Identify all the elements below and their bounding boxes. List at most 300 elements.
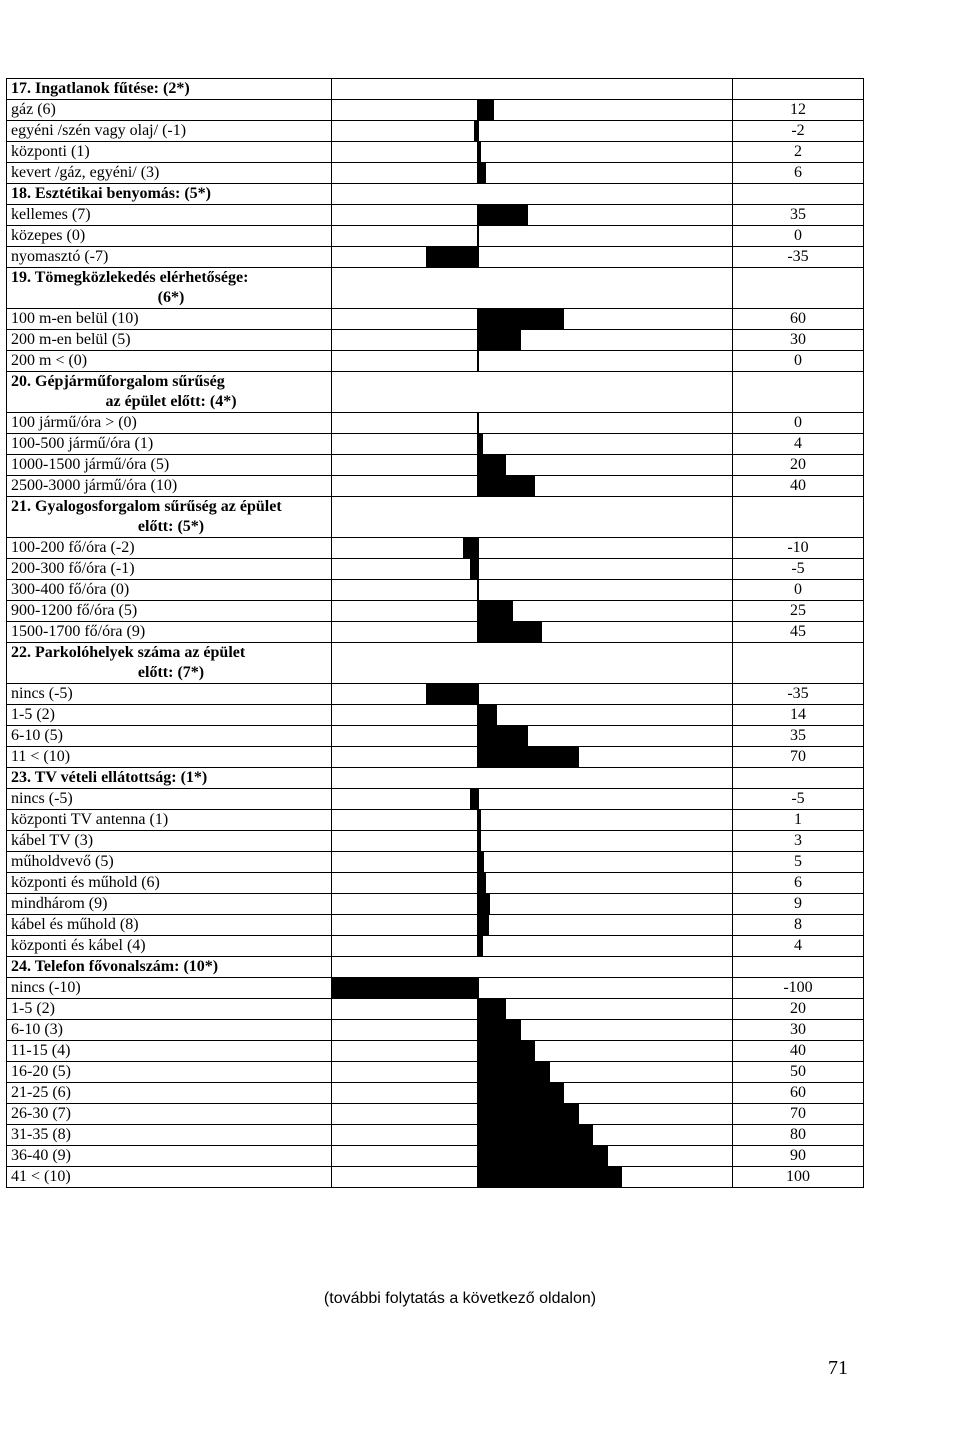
- section-title: [7, 957, 332, 978]
- bar-cell: [332, 434, 733, 455]
- score-bar: [477, 309, 564, 329]
- table-row: [7, 873, 864, 894]
- score-value: 0: [733, 413, 864, 434]
- label-text: 2500-3000 jármű/óra (10): [11, 477, 178, 494]
- page-number: 71: [828, 1357, 848, 1379]
- zero-axis: [477, 413, 479, 433]
- label-text: mindhárom (9): [11, 895, 108, 912]
- table-row: [7, 810, 864, 831]
- option-label: [7, 789, 332, 810]
- label-text: egyéni /szén vagy olaj/ (-1): [11, 122, 187, 139]
- score-bar: [477, 936, 483, 956]
- score-bar: [477, 1125, 593, 1145]
- table-row: [7, 476, 864, 497]
- table-row: [7, 1125, 864, 1146]
- section-title: [7, 643, 332, 684]
- score-value: [733, 768, 864, 789]
- score-bar: [477, 810, 481, 830]
- bar-cell: [332, 601, 733, 622]
- score-bar: [477, 894, 490, 914]
- bar-cell: [332, 831, 733, 852]
- option-label: [7, 915, 332, 936]
- score-value: 9: [733, 894, 864, 915]
- option-label: [7, 601, 332, 622]
- score-bar: [477, 726, 528, 746]
- bar-cell: [332, 1146, 733, 1167]
- label-text: 1000-1500 jármű/óra (5): [11, 456, 170, 473]
- score-value: 4: [733, 936, 864, 957]
- option-label: [7, 226, 332, 247]
- label-text: 36-40 (9): [11, 1147, 71, 1164]
- score-value: 80: [733, 1125, 864, 1146]
- option-label: [7, 330, 332, 351]
- score-value: 30: [733, 1020, 864, 1041]
- option-label: [7, 121, 332, 142]
- option-label: [7, 1167, 332, 1188]
- score-value: 12: [733, 100, 864, 121]
- option-label: [7, 622, 332, 643]
- label-text: 18. Esztétikai benyomás: (5*): [11, 185, 211, 202]
- bar-cell: [332, 372, 733, 413]
- table-row: [7, 330, 864, 351]
- option-label: [7, 1146, 332, 1167]
- score-value: 20: [733, 999, 864, 1020]
- score-value: 70: [733, 747, 864, 768]
- option-label: [7, 413, 332, 434]
- bar-cell: [332, 538, 733, 559]
- label-text: 1-5 (2): [11, 1000, 55, 1017]
- zero-axis: [477, 538, 479, 558]
- table-row: [7, 1041, 864, 1062]
- bar-cell: [332, 142, 733, 163]
- score-bar: [463, 538, 478, 558]
- bar-cell: [332, 309, 733, 330]
- table-row: [7, 351, 864, 372]
- bar-cell: [332, 643, 733, 684]
- bar-cell: [332, 226, 733, 247]
- bar-cell: [332, 580, 733, 601]
- table-row: [7, 622, 864, 643]
- option-label: [7, 1041, 332, 1062]
- score-value: -35: [733, 247, 864, 268]
- table-row: [7, 705, 864, 726]
- score-bar: [477, 142, 481, 162]
- table-row: [7, 205, 864, 226]
- score-value: 40: [733, 1041, 864, 1062]
- score-value: [733, 497, 864, 538]
- bar-cell: [332, 121, 733, 142]
- label-text: 200 m < (0): [11, 352, 88, 369]
- label-text: 23. TV vételi ellátottság: (1*): [11, 769, 208, 786]
- option-label: [7, 810, 332, 831]
- option-label: [7, 936, 332, 957]
- zero-axis: [477, 580, 479, 600]
- section-header-row: [7, 643, 864, 684]
- table-row: [7, 121, 864, 142]
- label-text: 16-20 (5): [11, 1063, 71, 1080]
- label-text: 41 < (10): [11, 1168, 71, 1185]
- section-header-row: [7, 184, 864, 205]
- zero-axis: [477, 226, 479, 246]
- bar-cell: [332, 1167, 733, 1188]
- label-text: 11-15 (4): [11, 1042, 71, 1059]
- score-value: 8: [733, 915, 864, 936]
- bar-cell: [332, 79, 733, 100]
- zero-axis: [477, 351, 479, 371]
- option-label: [7, 705, 332, 726]
- score-bar: [477, 601, 513, 621]
- score-value: 14: [733, 705, 864, 726]
- option-label: [7, 434, 332, 455]
- label-text: 22. Parkolóhelyek száma az épület: [11, 644, 246, 661]
- score-value: 2: [733, 142, 864, 163]
- score-bar: [477, 1041, 535, 1061]
- label-text: 19. Tömegközlekedés elérhetősége:: [11, 269, 249, 286]
- score-value: [733, 372, 864, 413]
- bar-cell: [332, 705, 733, 726]
- option-label: [7, 142, 332, 163]
- score-bar: [470, 789, 477, 809]
- label-text: kellemes (7): [11, 206, 91, 223]
- table-row: [7, 247, 864, 268]
- bar-cell: [332, 497, 733, 538]
- score-bar: [332, 978, 477, 998]
- bar-cell: [332, 852, 733, 873]
- bar-cell: [332, 163, 733, 184]
- label-text: 200-300 fő/óra (-1): [11, 560, 135, 577]
- label-text: 200 m-en belül (5): [11, 331, 131, 348]
- section-header-row: [7, 768, 864, 789]
- table-row: [7, 684, 864, 705]
- table-body: [7, 79, 864, 1188]
- bar-cell: [332, 1062, 733, 1083]
- score-bar: [477, 1083, 564, 1103]
- bar-cell: [332, 351, 733, 372]
- bar-cell: [332, 559, 733, 580]
- label-text: közepes (0): [11, 227, 86, 244]
- option-label: [7, 205, 332, 226]
- section-header-row: [7, 957, 864, 978]
- table-row: [7, 580, 864, 601]
- score-value: 40: [733, 476, 864, 497]
- label-text: 100 m-en belül (10): [11, 310, 139, 327]
- section-title: [7, 268, 332, 309]
- table-row: [7, 978, 864, 999]
- score-bar: [477, 1020, 521, 1040]
- table-row: [7, 163, 864, 184]
- score-value: 0: [733, 226, 864, 247]
- table-row: [7, 999, 864, 1020]
- label-text: központi (1): [11, 143, 90, 160]
- option-label: [7, 559, 332, 580]
- section-title: [7, 372, 332, 413]
- label-text: 1500-1700 fő/óra (9): [11, 623, 146, 640]
- bar-cell: [332, 747, 733, 768]
- score-bar: [477, 1062, 550, 1082]
- score-value: 5: [733, 852, 864, 873]
- section-header-row: [7, 372, 864, 413]
- label-text: 6-10 (3): [11, 1021, 63, 1038]
- table-row: [7, 538, 864, 559]
- option-label: [7, 351, 332, 372]
- bar-cell: [332, 247, 733, 268]
- zero-axis: [477, 247, 479, 267]
- label-text: központi és kábel (4): [11, 937, 146, 954]
- score-value: 25: [733, 601, 864, 622]
- score-value: 3: [733, 831, 864, 852]
- option-label: [7, 580, 332, 601]
- bar-cell: [332, 768, 733, 789]
- section-title: [7, 184, 332, 205]
- bar-cell: [332, 1041, 733, 1062]
- option-label: [7, 163, 332, 184]
- bar-cell: [332, 873, 733, 894]
- bar-cell: [332, 1083, 733, 1104]
- label-text: 6-10 (5): [11, 727, 63, 744]
- score-value: 90: [733, 1146, 864, 1167]
- bar-cell: [332, 268, 733, 309]
- score-bar: [477, 1146, 608, 1166]
- label-text: műholdvevő (5): [11, 853, 114, 870]
- zero-axis: [477, 978, 479, 998]
- label-text-continued: az épület előtt: (4*): [105, 393, 237, 410]
- table-row: [7, 413, 864, 434]
- table-row: [7, 455, 864, 476]
- zero-axis: [477, 684, 479, 704]
- table-row: [7, 726, 864, 747]
- bar-cell: [332, 622, 733, 643]
- score-bar: [426, 247, 477, 267]
- label-text: 100-200 fő/óra (-2): [11, 539, 135, 556]
- zero-axis: [477, 789, 479, 809]
- zero-axis: [477, 559, 479, 579]
- option-label: [7, 247, 332, 268]
- bar-cell: [332, 184, 733, 205]
- label-text: 21-25 (6): [11, 1084, 71, 1101]
- section-header-row: [7, 79, 864, 100]
- table-row: [7, 226, 864, 247]
- label-text: nincs (-5): [11, 790, 73, 807]
- option-label: [7, 1125, 332, 1146]
- label-text: kábel és műhold (8): [11, 916, 139, 933]
- score-value: 20: [733, 455, 864, 476]
- option-label: [7, 476, 332, 497]
- bar-cell: [332, 684, 733, 705]
- table-row: [7, 1146, 864, 1167]
- score-value: 50: [733, 1062, 864, 1083]
- score-value: -35: [733, 684, 864, 705]
- label-text: gáz (6): [11, 101, 56, 118]
- label-text: 1-5 (2): [11, 706, 55, 723]
- label-text: 300-400 fő/óra (0): [11, 581, 130, 598]
- section-header-row: [7, 268, 864, 309]
- bar-cell: [332, 455, 733, 476]
- label-text: 24. Telefon fővonalszám: (10*): [11, 958, 219, 975]
- label-text: 31-35 (8): [11, 1126, 71, 1143]
- bar-cell: [332, 726, 733, 747]
- score-bar: [477, 915, 489, 935]
- table-row: [7, 559, 864, 580]
- score-value: 1: [733, 810, 864, 831]
- label-text: kevert /gáz, egyéni/ (3): [11, 164, 160, 181]
- score-bar: [477, 205, 528, 225]
- table-row: [7, 747, 864, 768]
- option-label: [7, 1062, 332, 1083]
- table-row: [7, 1167, 864, 1188]
- table-row: [7, 915, 864, 936]
- bar-cell: [332, 915, 733, 936]
- option-label: [7, 873, 332, 894]
- bar-cell: [332, 894, 733, 915]
- table-row: [7, 852, 864, 873]
- label-text: 21. Gyalogosforgalom sűrűség az épület: [11, 498, 282, 515]
- score-value: 0: [733, 351, 864, 372]
- score-value: [733, 268, 864, 309]
- score-bar: [477, 873, 486, 893]
- bar-cell: [332, 999, 733, 1020]
- table-row: [7, 142, 864, 163]
- option-label: [7, 1104, 332, 1125]
- table-row: [7, 831, 864, 852]
- option-label: [7, 309, 332, 330]
- score-value: -5: [733, 789, 864, 810]
- score-bar: [477, 999, 506, 1019]
- score-value: [733, 957, 864, 978]
- bar-cell: [332, 957, 733, 978]
- option-label: [7, 726, 332, 747]
- label-text: központi és műhold (6): [11, 874, 160, 891]
- score-bar: [477, 747, 579, 767]
- score-bar: [477, 330, 521, 350]
- bar-cell: [332, 1020, 733, 1041]
- score-value: 0: [733, 580, 864, 601]
- score-value: -10: [733, 538, 864, 559]
- score-value: [733, 643, 864, 684]
- score-bar: [477, 622, 542, 642]
- option-label: [7, 747, 332, 768]
- label-text: 900-1200 fő/óra (5): [11, 602, 138, 619]
- bar-cell: [332, 205, 733, 226]
- bar-cell: [332, 100, 733, 121]
- label-text: kábel TV (3): [11, 832, 94, 849]
- table-row: [7, 434, 864, 455]
- label-text: 17. Ingatlanok fűtése: (2*): [11, 80, 190, 97]
- table-row: [7, 601, 864, 622]
- score-bar: [477, 476, 535, 496]
- label-text: 100-500 jármű/óra (1): [11, 435, 154, 452]
- score-bar: [474, 121, 478, 141]
- scoring-table: [6, 78, 864, 1188]
- score-value: 6: [733, 163, 864, 184]
- label-text-continued: előtt: (7*): [137, 664, 205, 681]
- continuation-note: (további folytatás a következő oldalon): [323, 1290, 597, 1307]
- score-bar: [477, 1104, 579, 1124]
- label-text: 20. Gépjárműforgalom sűrűség: [11, 373, 225, 390]
- score-bar: [477, 705, 497, 725]
- option-label: [7, 1020, 332, 1041]
- table-row: [7, 936, 864, 957]
- option-label: [7, 538, 332, 559]
- label-text: 11 < (10): [11, 748, 71, 765]
- score-bar: [477, 163, 486, 183]
- option-label: [7, 894, 332, 915]
- score-bar: [477, 831, 481, 851]
- table-row: [7, 100, 864, 121]
- score-bar: [477, 100, 494, 120]
- bar-cell: [332, 789, 733, 810]
- label-text: központi TV antenna (1): [11, 811, 169, 828]
- bar-cell: [332, 330, 733, 351]
- score-bar: [477, 1167, 622, 1187]
- table-row: [7, 894, 864, 915]
- bar-cell: [332, 978, 733, 999]
- section-title: [7, 768, 332, 789]
- score-bar: [426, 684, 477, 704]
- score-value: [733, 79, 864, 100]
- label-text: nyomasztó (-7): [11, 248, 109, 265]
- option-label: [7, 852, 332, 873]
- score-value: 60: [733, 309, 864, 330]
- label-text-continued: előtt: (5*): [137, 518, 205, 535]
- score-value: 45: [733, 622, 864, 643]
- option-label: [7, 831, 332, 852]
- score-value: 35: [733, 726, 864, 747]
- score-value: [733, 184, 864, 205]
- bar-cell: [332, 476, 733, 497]
- score-value: 35: [733, 205, 864, 226]
- option-label: [7, 978, 332, 999]
- bar-cell: [332, 810, 733, 831]
- option-label: [7, 684, 332, 705]
- label-text: nincs (-10): [11, 979, 81, 996]
- score-bar: [477, 434, 483, 454]
- score-value: 4: [733, 434, 864, 455]
- label-text: 100 jármű/óra > (0): [11, 414, 137, 431]
- label-text: 26-30 (7): [11, 1105, 71, 1122]
- score-value: 60: [733, 1083, 864, 1104]
- option-label: [7, 999, 332, 1020]
- table-row: [7, 1104, 864, 1125]
- section-title: [7, 497, 332, 538]
- score-bar: [470, 559, 477, 579]
- bar-cell: [332, 1125, 733, 1146]
- score-value: 6: [733, 873, 864, 894]
- bar-cell: [332, 936, 733, 957]
- option-label: [7, 1083, 332, 1104]
- table-row: [7, 1062, 864, 1083]
- score-bar: [477, 852, 484, 872]
- score-bar: [477, 455, 506, 475]
- section-header-row: [7, 497, 864, 538]
- bar-cell: [332, 1104, 733, 1125]
- bar-cell: [332, 413, 733, 434]
- option-label: [7, 100, 332, 121]
- score-value: 70: [733, 1104, 864, 1125]
- table-row: [7, 1020, 864, 1041]
- section-title: [7, 79, 332, 100]
- label-text: nincs (-5): [11, 685, 73, 702]
- table-row: [7, 309, 864, 330]
- table-row: [7, 1083, 864, 1104]
- score-value: -5: [733, 559, 864, 580]
- option-label: [7, 455, 332, 476]
- score-value: 100: [733, 1167, 864, 1188]
- score-value: 30: [733, 330, 864, 351]
- score-value: -2: [733, 121, 864, 142]
- score-value: -100: [733, 978, 864, 999]
- table-row: [7, 789, 864, 810]
- label-text-continued: (6*): [157, 289, 185, 306]
